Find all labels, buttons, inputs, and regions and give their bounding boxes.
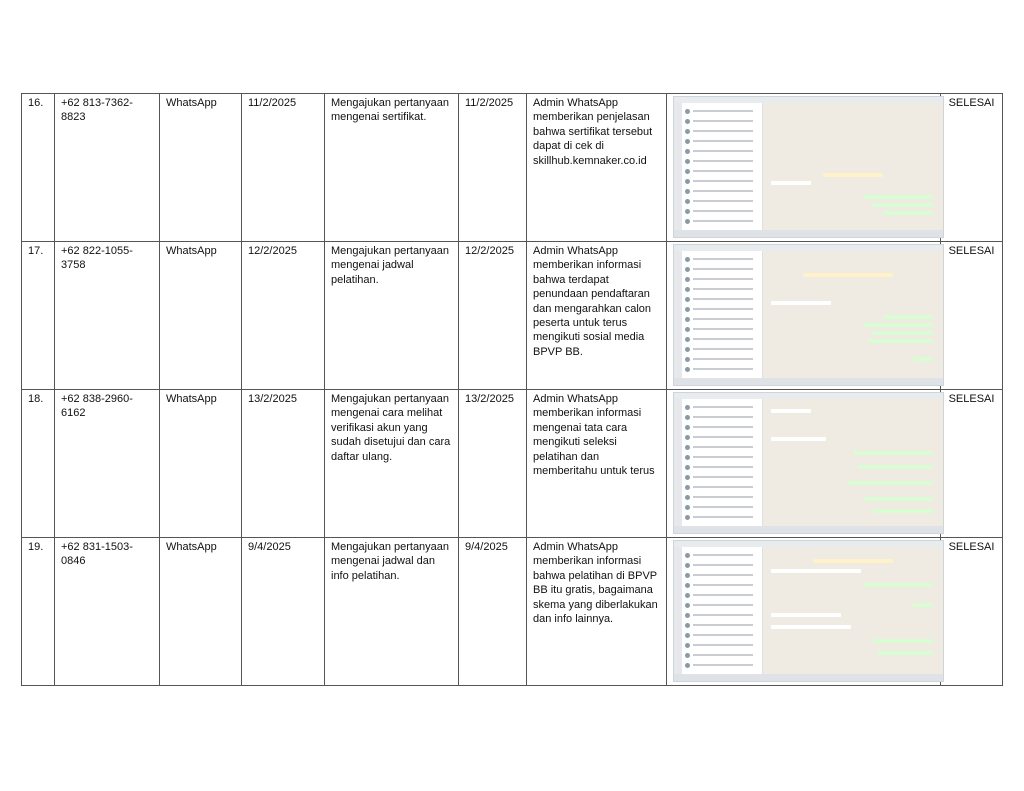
table-row (22, 242, 1003, 390)
answer-date: 9/4/2025 (459, 538, 527, 686)
phone-number: +62 813-7362-8823 (55, 94, 160, 242)
question-text: Mengajukan pertanyaan mengenai cara melihat verifikasi akun yang sudah disetujui dan cara daftar ulang. (325, 390, 459, 538)
question-text: Mengajukan pertanyaan mengenai jadwal pelatihan. (325, 242, 459, 390)
screenshot-cell (667, 242, 941, 390)
channel: WhatsApp (160, 242, 242, 390)
phone-number: +62 831-1503-0846 (55, 538, 160, 686)
screenshot-cell (667, 390, 941, 538)
row-number: 16. (22, 94, 55, 242)
whatsapp-screenshot (673, 540, 944, 682)
phone-number: +62 838-2960-6162 (55, 390, 160, 538)
answer-text: Admin WhatsApp memberikan penjelasan bahwa sertifikat tersebut dapat di cek di skillhub.kemnaker.co.id (527, 94, 667, 242)
question-date: 13/2/2025 (242, 390, 325, 538)
table-row (22, 390, 1003, 538)
whatsapp-screenshot (673, 392, 944, 534)
answer-date: 13/2/2025 (459, 390, 527, 538)
screenshot-cell (667, 538, 941, 686)
answer-text: Admin WhatsApp memberikan informasi mengenai tata cara mengikuti seleksi pelatihan dan memberitahu untuk terus (527, 390, 667, 538)
status-cell: SELESAI (941, 538, 1003, 686)
question-text: Mengajukan pertanyaan mengenai jadwal dan info pelatihan. (325, 538, 459, 686)
question-date: 12/2/2025 (242, 242, 325, 390)
question-date: 11/2/2025 (242, 94, 325, 242)
answer-date: 11/2/2025 (459, 94, 527, 242)
whatsapp-screenshot (673, 96, 944, 238)
complaint-log-table (21, 93, 1003, 686)
status-cell: SELESAI (941, 390, 1003, 538)
channel: WhatsApp (160, 390, 242, 538)
channel: WhatsApp (160, 94, 242, 242)
whatsapp-screenshot (673, 244, 944, 386)
row-number: 17. (22, 242, 55, 390)
table-row (22, 538, 1003, 686)
status-cell: SELESAI (941, 242, 1003, 390)
answer-text: Admin WhatsApp memberikan informasi bahwa terdapat penundaan pendaftaran dan mengarahkan calon peserta untuk terus mengikuti sosial media BPVP BB. (527, 242, 667, 390)
status-cell: SELESAI (941, 94, 1003, 242)
phone-number: +62 822-1055-3758 (55, 242, 160, 390)
answer-date: 12/2/2025 (459, 242, 527, 390)
row-number: 18. (22, 390, 55, 538)
question-text: Mengajukan pertanyaan mengenai sertifikat. (325, 94, 459, 242)
question-date: 9/4/2025 (242, 538, 325, 686)
screenshot-cell (667, 94, 941, 242)
answer-text: Admin WhatsApp memberikan informasi bahwa pelatihan di BPVP BB itu gratis, bagaimana skema yang diberlakukan dan info lainnya. (527, 538, 667, 686)
table-row (22, 94, 1003, 242)
row-number: 19. (22, 538, 55, 686)
channel: WhatsApp (160, 538, 242, 686)
